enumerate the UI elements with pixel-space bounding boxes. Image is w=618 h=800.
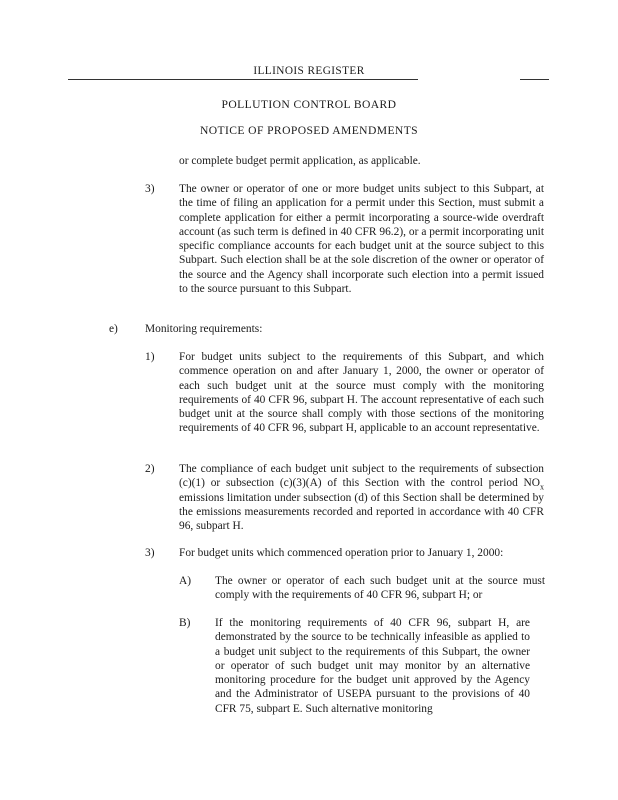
e3b-label: B) (179, 617, 191, 629)
section-e-label: e) (109, 323, 118, 335)
e2-label: 2) (145, 463, 155, 475)
notice-title: NOTICE OF PROPOSED AMENDMENTS (199, 124, 419, 137)
e3a-label: A) (179, 575, 192, 587)
e1-text: For budget units subject to the requirements of this Subpart, and which commence operation on and after January 1, 2000, the owner or operator of each such budget unit at the source must comply with the monitoring requirements of 40 CFR 96, subpart H. The account representative of each such budget unit at the source shall comply with those sections of the monitoring requirements of 40 CFR 96, subpart H, applicable to an account representative. (179, 351, 544, 435)
section-e-heading: Monitoring requirements: (145, 323, 263, 335)
e3-label: 3) (145, 547, 155, 559)
continuation-text: or complete budget permit application, as applicable. (179, 155, 421, 167)
e3a-text: The owner or operator of each such budget unit at the source must comply with the requirements of 40 CFR 96, subpart H; or (215, 575, 545, 602)
e1-label: 1) (145, 351, 155, 363)
register-title: ILLINOIS REGISTER (253, 65, 365, 77)
e3b-text: If the monitoring requirements of 40 CFR 96, subpart H, are demonstrated by the source to be technically infeasible as applied to a budget unit subject to the requirements of this Subpart, the owner or operator of such budget unit may monitor by an alternative monitoring procedure for the budget unit approved by the Agency and the Administrator of USEPA pursuant to the provisions of 40 CFR 75, subpart E. Such alternative monitoring (215, 617, 530, 715)
nox-subscript: x (540, 482, 544, 492)
e3-text: For budget units which commenced operation prior to January 1, 2000: (179, 547, 504, 559)
item-3-text: The owner or operator of one or more budget units subject to this Subpart, at the time of filing an application for a permit under this Section, must submit a complete application for either a permit incorporating a source-wide overdraft account (as such term is defined in 40 CFR 96.2), or a permit incorporating unit specific compliance accounts for each budget unit at the source subject to this Subpart. Such election shall be at the sole discretion of the owner or operator of the source and the Agency shall incorporate such election into a permit issued to the source pursuant to this Subpart. (179, 183, 544, 296)
item-3-label: 3) (145, 183, 155, 195)
header-rule-right (520, 79, 549, 80)
board-title: POLLUTION CONTROL BOARD (221, 98, 397, 111)
header-rule-left (68, 79, 418, 80)
e2-text: The compliance of each budget unit subject to the requirements of subsection (c)(1) or subsection (c)(3)(A) of this Section with the control period $NO_x$ emissions limitation under subsection (d) of this Section shall be determined by the emissions measurements recorded and reported in accordance with 40 CFR 96, subpart H. (179, 463, 544, 533)
